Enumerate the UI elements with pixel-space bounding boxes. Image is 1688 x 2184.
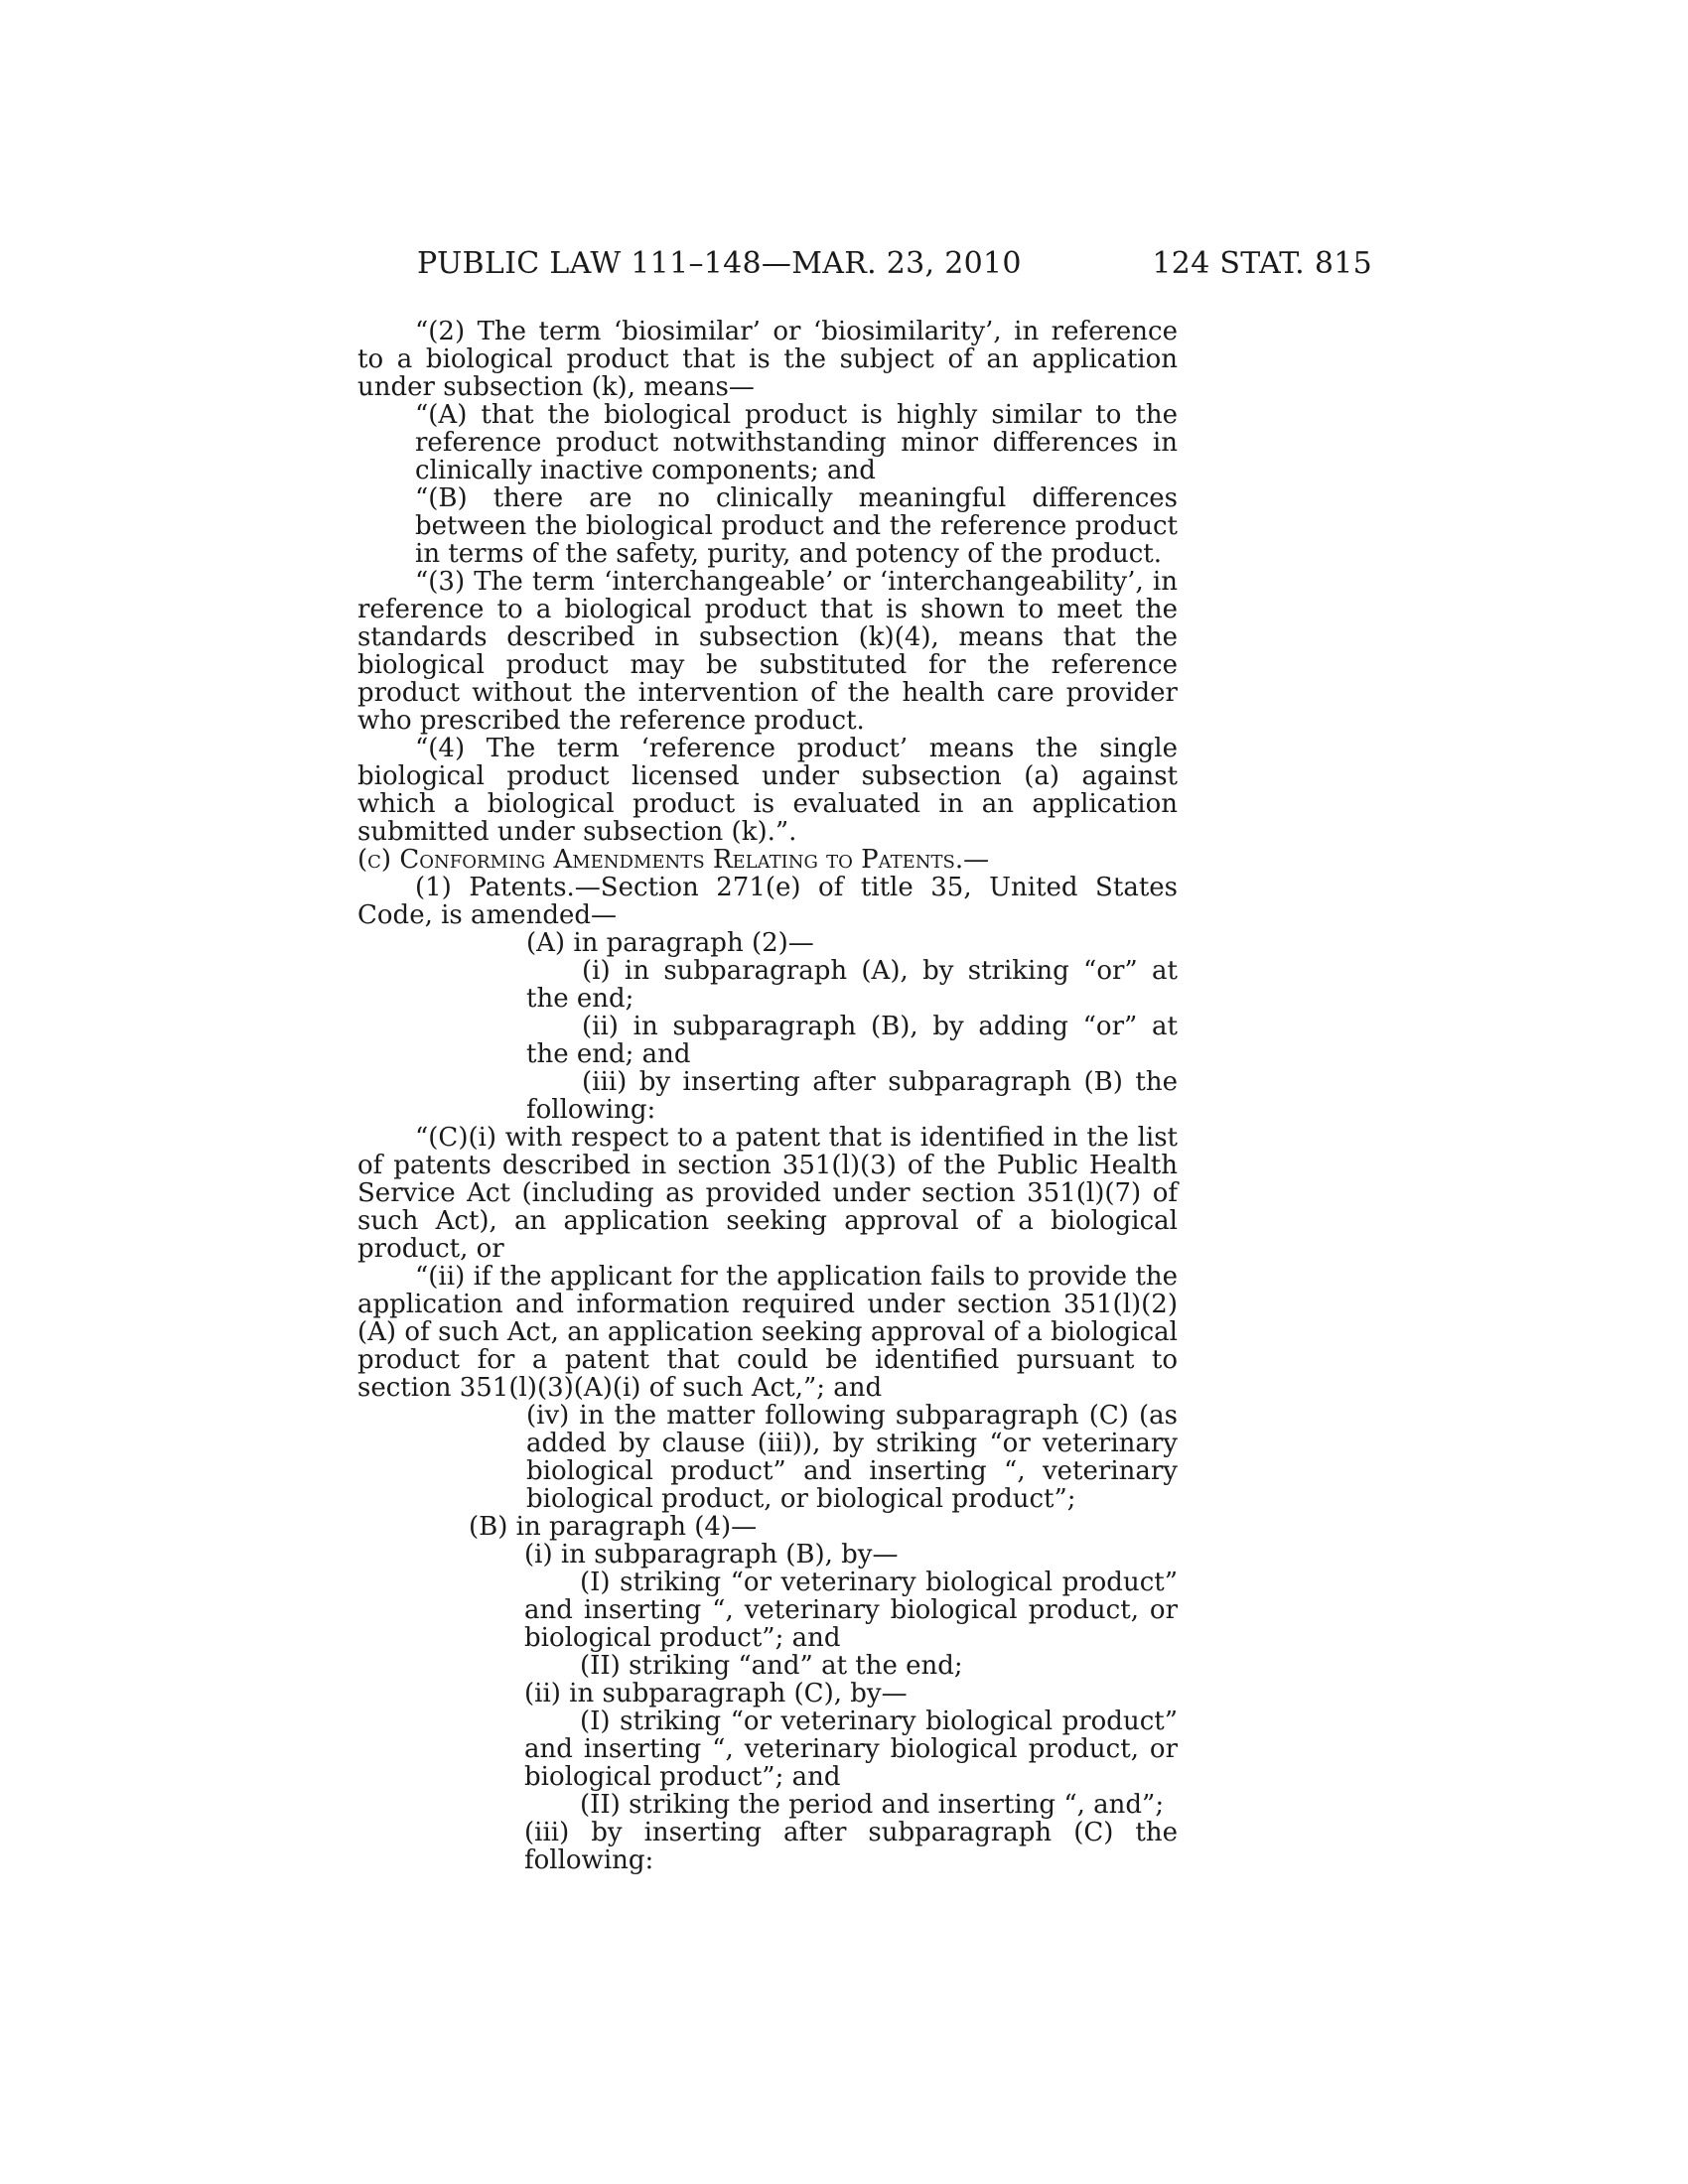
subparagraph-a-text: “(A) that the biological product is highly similar to the reference product notwithstanding minor differences in clinically inactive components; and: [415, 400, 1178, 485]
clause-ii: (ii) in subparagraph (B), by adding “or” at the end; and: [526, 1012, 1178, 1069]
item-b-paragraph-4: (B) in paragraph (4)—: [469, 1512, 758, 1542]
b-clause-ii: (ii) in subparagraph (C), by—: [524, 1679, 908, 1708]
definition-biosimilar: “(2) The term ‘biosimilar’ or ‘biosimilarity’, in reference to a biological product that is the subject of an application under subsection (k), means—: [357, 317, 1178, 402]
b-i-subclause-I-text: (I) striking “or veterinary biological product” and inserting “, veterinary biological product, or biological product”; and: [524, 1568, 1178, 1653]
b-i-subclause-II: (II) striking “and” at the end;: [580, 1651, 963, 1681]
paragraph-1-patents: (1) Patents.—Section 271(e) of title 35, United States Code, is amended—: [357, 873, 1178, 930]
item-a-paragraph-2: (A) in paragraph (2)—: [526, 928, 814, 958]
definition-reference-product: “(4) The term ‘reference product’ means the single biological product licensed under subsection (a) against which a biological product is evaluated in an application submitted under subsection (k).”.: [357, 734, 1178, 847]
statute-page-number: 124 STAT. 815: [1152, 246, 1372, 281]
clause-i: (i) in subparagraph (A), by striking “or” at the end;: [526, 956, 1178, 1014]
b-ii-subclause-I: [524, 1707, 1178, 1791]
b-ii-subclause-I-text: (I) striking “or veterinary biological product” and inserting “, veterinary biological product, or biological product”; and: [524, 1706, 1178, 1792]
subparagraph-b-no-differences: “(B) there are no clinically meaningful differences between the biological product and the reference product in terms of the safety, purity, and potency of the product.: [415, 483, 1178, 569]
b-i-subclause-I: [524, 1569, 1178, 1652]
definition-interchangeable: “(3) The term ‘interchangeable’ or ‘interchangeability’, in reference to a biological product that is shown to meet the standards described in subsection (k)(4), means that the biological product may be substituted for the reference product without the intervention of the health care provider who prescribed the reference product.: [357, 567, 1178, 736]
page-header: [417, 246, 1372, 286]
subsection-c-heading: (c) Conforming Amendments Relating to Patents.—: [357, 845, 990, 875]
b-clause-iii: (iii) by inserting after subparagraph (C) the following:: [524, 1818, 1178, 1875]
clause-iv: (iv) in the matter following subparagraph (C) (as added by clause (iii)), by striking “or veterinary biological product” and inserting “, veterinary biological product, or biological product”;: [526, 1401, 1178, 1514]
statute-body: [357, 318, 1178, 1874]
running-title: PUBLIC LAW 111–148—MAR. 23, 2010: [417, 246, 1022, 281]
b-clause-i: (i) in subparagraph (B), by—: [524, 1540, 899, 1570]
b-ii-subclause-II: (II) striking the period and inserting “, and”;: [580, 1790, 1165, 1820]
clause-iii: (iii) by inserting after subparagraph (B) the following:: [526, 1067, 1178, 1125]
inserted-c-ii: “(ii) if the applicant for the application fails to provide the application and information required under section 351(l)(2)(A) of such Act, an application seeking approval of a biological product for a patent that could be identified pursuant to section 351(l)(3)(A)(i) of such Act,”; and: [357, 1262, 1178, 1403]
inserted-c-i: “(C)(i) with respect to a patent that is identified in the list of patents described in section 351(l)(3) of the Public Health Service Act (including as provided under section 351(l)(7) of such Act), an application seeking approval of a biological product, or: [357, 1123, 1178, 1264]
subparagraph-a-highly-similar: [415, 401, 1178, 484]
